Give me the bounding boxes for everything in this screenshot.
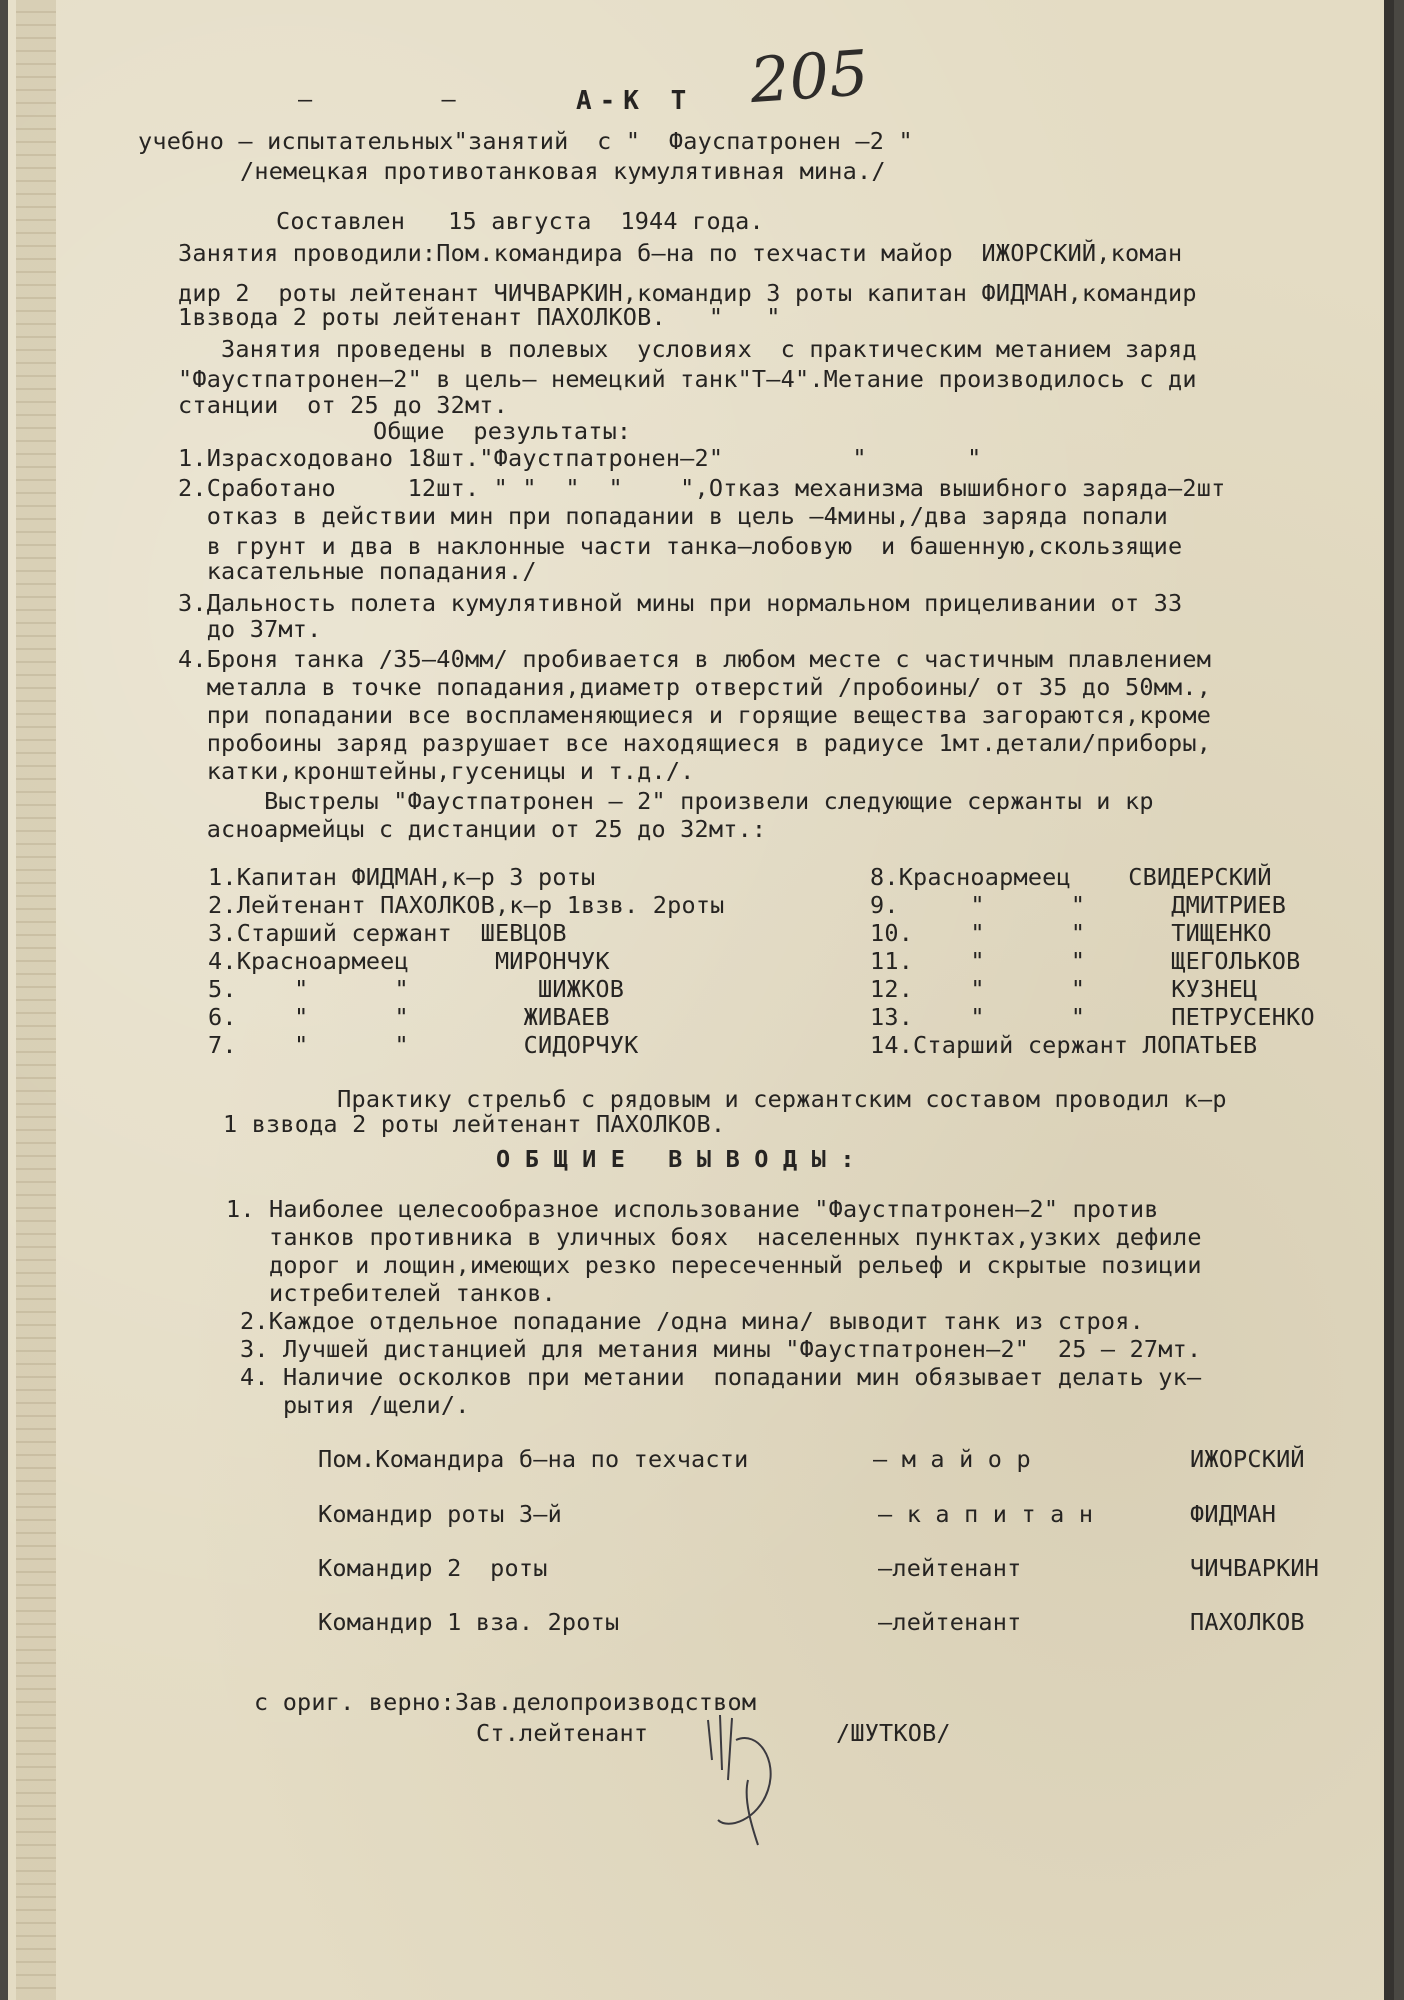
intro-line: Занятия проведены в полевых условиях с практическим метанием заряд xyxy=(178,335,1197,363)
conclusion-3: 3. Лучшей дистанцией для метания мины "Фаустпатронен–2" 25 – 27мт. xyxy=(240,1335,1202,1363)
roster-right-item: 13. " " ПЕТРУСЕНКО xyxy=(870,1003,1315,1031)
intro-line: станции от 25 до 32мт. xyxy=(178,391,509,419)
roster-right-item: 12. " " КУЗНЕЦ xyxy=(870,975,1258,1003)
practice-line: 1 взвода 2 роты лейтенант ПАХОЛКОВ. xyxy=(223,1110,726,1138)
roster-right-item: 8.Красноармеец СВИДЕРСКИЙ xyxy=(870,863,1272,891)
result-3-cont: до 37мт. xyxy=(178,615,322,643)
roster-right-item: 10. " " ТИЩЕНКО xyxy=(870,919,1272,947)
roster-right-item: 9. " " ДМИТРИЕВ xyxy=(870,891,1287,919)
roster-right-item: 14.Старший сержант ЛОПАТЬЕВ xyxy=(870,1031,1258,1059)
results-heading: Общие результаты: xyxy=(373,417,632,445)
signature-name: ИЖОРСКИЙ xyxy=(1190,1445,1305,1473)
intro-line: дир 2 роты лейтенант ЧИЧВАРКИН,командир 3 роты капитан ФИДМАН,командир xyxy=(178,279,1197,307)
signature-position: Командир роты 3–й xyxy=(318,1500,562,1528)
header-dashes: – – xyxy=(298,85,456,113)
signature-name: ФИДМАН xyxy=(1190,1500,1277,1528)
roster-right-item: 11. " " ЩЕГОЛЬКОВ xyxy=(870,947,1301,975)
signature-name: ПАХОЛКОВ xyxy=(1190,1608,1305,1636)
roster-left-item: 3.Старший сержант ШЕВЦОВ xyxy=(208,919,567,947)
scan-edge xyxy=(1384,0,1394,2000)
header-line1: учебно – испытательных"занятий с " Фауспатронен –2 " xyxy=(138,127,913,155)
result-2: 2.Сработано 12шт. " " " " ",Отказ механизма вышибного заряда–2шт xyxy=(178,474,1226,502)
result-4-cont: катки,кронштейны,гусеницы и т.д./. xyxy=(178,757,695,785)
shots-intro: асноармейцы с дистанции от 25 до 32мт.: xyxy=(178,815,767,843)
certification-rank: Ст.лейтенант xyxy=(476,1719,649,1747)
shots-intro: Выстрелы "Фаустпатронен – 2" произвели следующие сержанты и кр xyxy=(178,787,1154,815)
result-3: 3.Дальность полета кумулятивной мины при нормальном прицеливании от 33 xyxy=(178,589,1183,617)
conclusion-1-cont: истребителей танков. xyxy=(226,1279,557,1307)
binding-edge xyxy=(16,0,56,2000)
signature-position: Командир 1 вза. 2роты xyxy=(318,1608,620,1636)
signature-rank: –лейтенант xyxy=(878,1608,1022,1636)
roster-left-item: 2.Лейтенант ПАХОЛКОВ,к–р 1взв. 2роты xyxy=(208,891,725,919)
signature-rank: – м а й о р xyxy=(873,1445,1031,1473)
signature-position: Командир 2 роты xyxy=(318,1554,548,1582)
result-4: 4.Броня танка /35–40мм/ пробивается в любом месте с частичным плавлением xyxy=(178,645,1212,673)
header-line2: /немецкая противотанковая кумулятивная мина./ xyxy=(240,157,886,185)
result-4-cont: металла в точке попадания,диаметр отверстий /пробоины/ от 35 до 50мм., xyxy=(178,673,1212,701)
signature-position: Пом.Командира б–на по техчасти xyxy=(318,1445,749,1473)
practice-line: Практику стрельб с рядовым и сержантским составом проводил к–р xyxy=(208,1085,1227,1113)
result-1: 1.Израсходовано 18шт."Фаустпатронен–2" " " xyxy=(178,444,982,472)
roster-left-item: 5. " " ШИЖКОВ xyxy=(208,975,625,1003)
date-line: Составлен 15 августа 1944 года. xyxy=(276,207,764,235)
conclusion-2: 2.Каждое отдельное попадание /одна мина/ выводит танк из строя. xyxy=(240,1307,1144,1335)
conclusion-4: 4. Наличие осколков при метании попадании мин обязывает делать ук– xyxy=(240,1363,1202,1391)
certification-name: /ШУТКОВ/ xyxy=(836,1719,951,1747)
intro-line: Занятия проводили:Пом.командира б–на по техчасти майор ИЖОРСКИЙ,коман xyxy=(178,239,1183,267)
result-2-cont: в грунт и два в наклонные части танка–лобовую и башенную,скользящие xyxy=(178,532,1183,560)
conclusion-1-cont: танков противника в уличных боях населенных пунктах,узких дефиле xyxy=(226,1223,1202,1251)
result-2-cont: отказ в действии мин при попадании в цель –4мины,/два заряда попали xyxy=(178,502,1169,530)
result-4-cont: пробоины заряд разрушает все находящиеся в радиусе 1мт.детали/приборы, xyxy=(178,729,1212,757)
conclusion-1-cont: дорог и лощин,имеющих резко пересеченный рельеф и скрытые позиции xyxy=(226,1251,1202,1279)
roster-left-item: 6. " " ЖИВАЕВ xyxy=(208,1003,610,1031)
result-2-cont: касательные попадания./ xyxy=(178,557,537,585)
conclusions-heading: О Б Щ И Е В Ы В О Д Ы : xyxy=(496,1145,855,1173)
handwritten-signature xyxy=(698,1700,788,1850)
roster-left-item: 1.Капитан ФИДМАН,к–р 3 роты xyxy=(208,863,596,891)
intro-line: 1взвода 2 роты лейтенант ПАХОЛКОВ. " " xyxy=(178,303,781,331)
document-sheet xyxy=(8,0,1394,2000)
signature-rank: –лейтенант xyxy=(878,1554,1022,1582)
conclusion-1: 1. Наиболее целесообразное использование "Фаустпатронен–2" против xyxy=(226,1195,1159,1223)
conclusion-4-cont: рытия /щели/. xyxy=(240,1391,470,1419)
roster-left-item: 4.Красноармеец МИРОНЧУК xyxy=(208,947,610,975)
document-title: А-К Т xyxy=(576,86,695,116)
roster-left-item: 7. " " СИДОРЧУК xyxy=(208,1031,639,1059)
signature-name: ЧИЧВАРКИН xyxy=(1190,1554,1320,1582)
signature-rank: – к а п и т а н xyxy=(878,1500,1094,1528)
certification-line: с ориг. верно:Зав.делопроизводством xyxy=(254,1688,757,1716)
intro-line: "Фаустпатронен–2" в цель– немецкий танк"Т–4".Метание производилось с ди xyxy=(178,365,1197,393)
result-4-cont: при попадании все воспламеняющиеся и горящие вещества загораются,кроме xyxy=(178,701,1212,729)
page-number: 205 xyxy=(747,35,871,118)
